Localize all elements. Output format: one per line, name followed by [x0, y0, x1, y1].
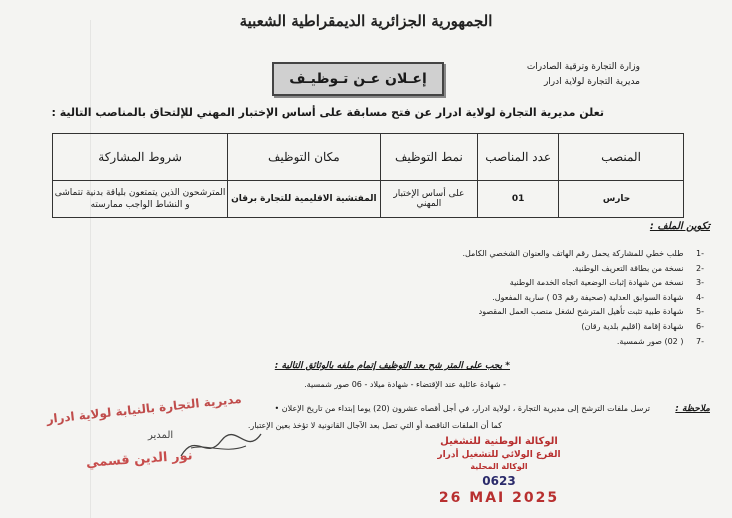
agency-stamp-line1: الوكالة الوطنية للتشغيل: [440, 436, 558, 447]
list-item: [462, 335, 704, 350]
signature-role: المدير: [148, 430, 174, 441]
list-text: ( 02) صور شمسية.: [616, 336, 684, 346]
list-item: [462, 276, 704, 291]
cell-conditions: المترشحون الذين يتمتعون بلياقة بدنية تتماشى و النشاط الواجب ممارسته: [53, 181, 228, 218]
director-signature-stamp: [36, 391, 266, 488]
note-line-1: ترسل ملفات الترشح إلى مديرية التجارة ، لولاية ادرار، في أجل أقصاه عشرون (20) يوما إبتداء من تاريخ الإعلان •: [274, 404, 650, 413]
list-item: [462, 305, 704, 320]
list-text: شهادة إقامة (اقليم بلدية رقان): [581, 321, 684, 331]
ministry-block: [527, 60, 640, 90]
header-place: مكان التوظيف: [228, 134, 380, 181]
announcement-title: إعـلان عـن تـوظيـف: [272, 62, 444, 96]
stamp-organization: مديرية التجارة بالنيابة لولاية ادرار: [45, 391, 243, 427]
table-header-row: [53, 134, 684, 181]
list-number: -7: [696, 336, 704, 346]
list-item: [462, 262, 704, 277]
header-conditions: شروط المشاركة: [53, 134, 228, 181]
list-number: -2: [696, 263, 704, 273]
agency-stamp: [418, 436, 580, 514]
header-post: المنصب: [559, 134, 684, 181]
republic-heading: الجمهورية الجزائرية الديمقراطية الشعبية: [239, 12, 493, 30]
list-text: شهادة طبية تثبت تأهيل المترشح لشغل منصب العمل المقصود: [478, 307, 684, 317]
list-text: نسخة من بطاقة التعريف الوطنية.: [572, 263, 684, 273]
list-number: -6: [696, 321, 704, 331]
note-line-2: كما أن الملفات الناقصة أو التي تصل بعد الآجال القانونية لا تؤخذ بعين الإعتبار.: [247, 421, 502, 430]
required-documents-list: [462, 247, 704, 349]
after-hire-title: * يجب على المتر شح بعد التوظيف إتمام ملفه بالوثائق التالية :: [274, 361, 510, 371]
signature-name: نور الدين قسمي: [85, 448, 194, 471]
after-hire-documents: - شهادة عائلية عند الإقتضاء - شهادة ميلاد - 06 صور شمسية.: [304, 380, 506, 389]
file-section-title: تكوين الملف :: [649, 221, 710, 232]
agency-stamp-number: 0623: [482, 474, 516, 488]
cell-count: 01: [478, 181, 559, 218]
header-count: عدد المناصب: [478, 134, 559, 181]
cell-place: المفتشية الاقليمية للتجارة برقان: [228, 181, 380, 218]
list-item: [462, 320, 704, 335]
note-label: ملاحظة :: [675, 404, 710, 414]
list-number: -3: [696, 278, 704, 288]
list-text: نسخة من شهادة إثبات الوضعية اتجاه الخدمة الوطنية: [509, 278, 684, 288]
list-item: [462, 291, 704, 306]
positions-table: [52, 133, 684, 218]
agency-stamp-date: 26 MAI 2025: [438, 490, 560, 506]
ministry-name: وزارة التجارة وترقية الصادرات: [526, 62, 640, 72]
cell-mode: على أساس الإختبار المهني: [380, 181, 478, 218]
header-mode: نمط التوظيف: [380, 134, 478, 181]
list-number: -4: [696, 292, 704, 302]
list-number: -5: [696, 307, 704, 317]
list-text: طلب خطي للمشاركة يحمل رقم الهاتف والعنوان الشخصي الكامل.: [462, 249, 684, 258]
agency-stamp-line2: الفرع الولائي للتشغيل أدرار: [437, 450, 561, 460]
intro-text: تعلن مديرية التجارة لولاية ادرار عن فتح مسابقة على أساس الإختبار المهني للإلتحاق بالمناصب التالية :: [51, 106, 604, 119]
cell-post: حارس: [559, 181, 684, 218]
list-item: [462, 247, 704, 262]
table-row: [53, 181, 684, 218]
list-number: -1: [696, 249, 704, 258]
agency-stamp-line3: الوكالة المحلية: [470, 462, 528, 471]
directorate-name: مديرية التجارة لولاية ادرار: [543, 77, 640, 87]
list-text: شهادة السوابق العدلية (صحيفة رقم 03 ) سارية المفعول.: [492, 292, 684, 302]
